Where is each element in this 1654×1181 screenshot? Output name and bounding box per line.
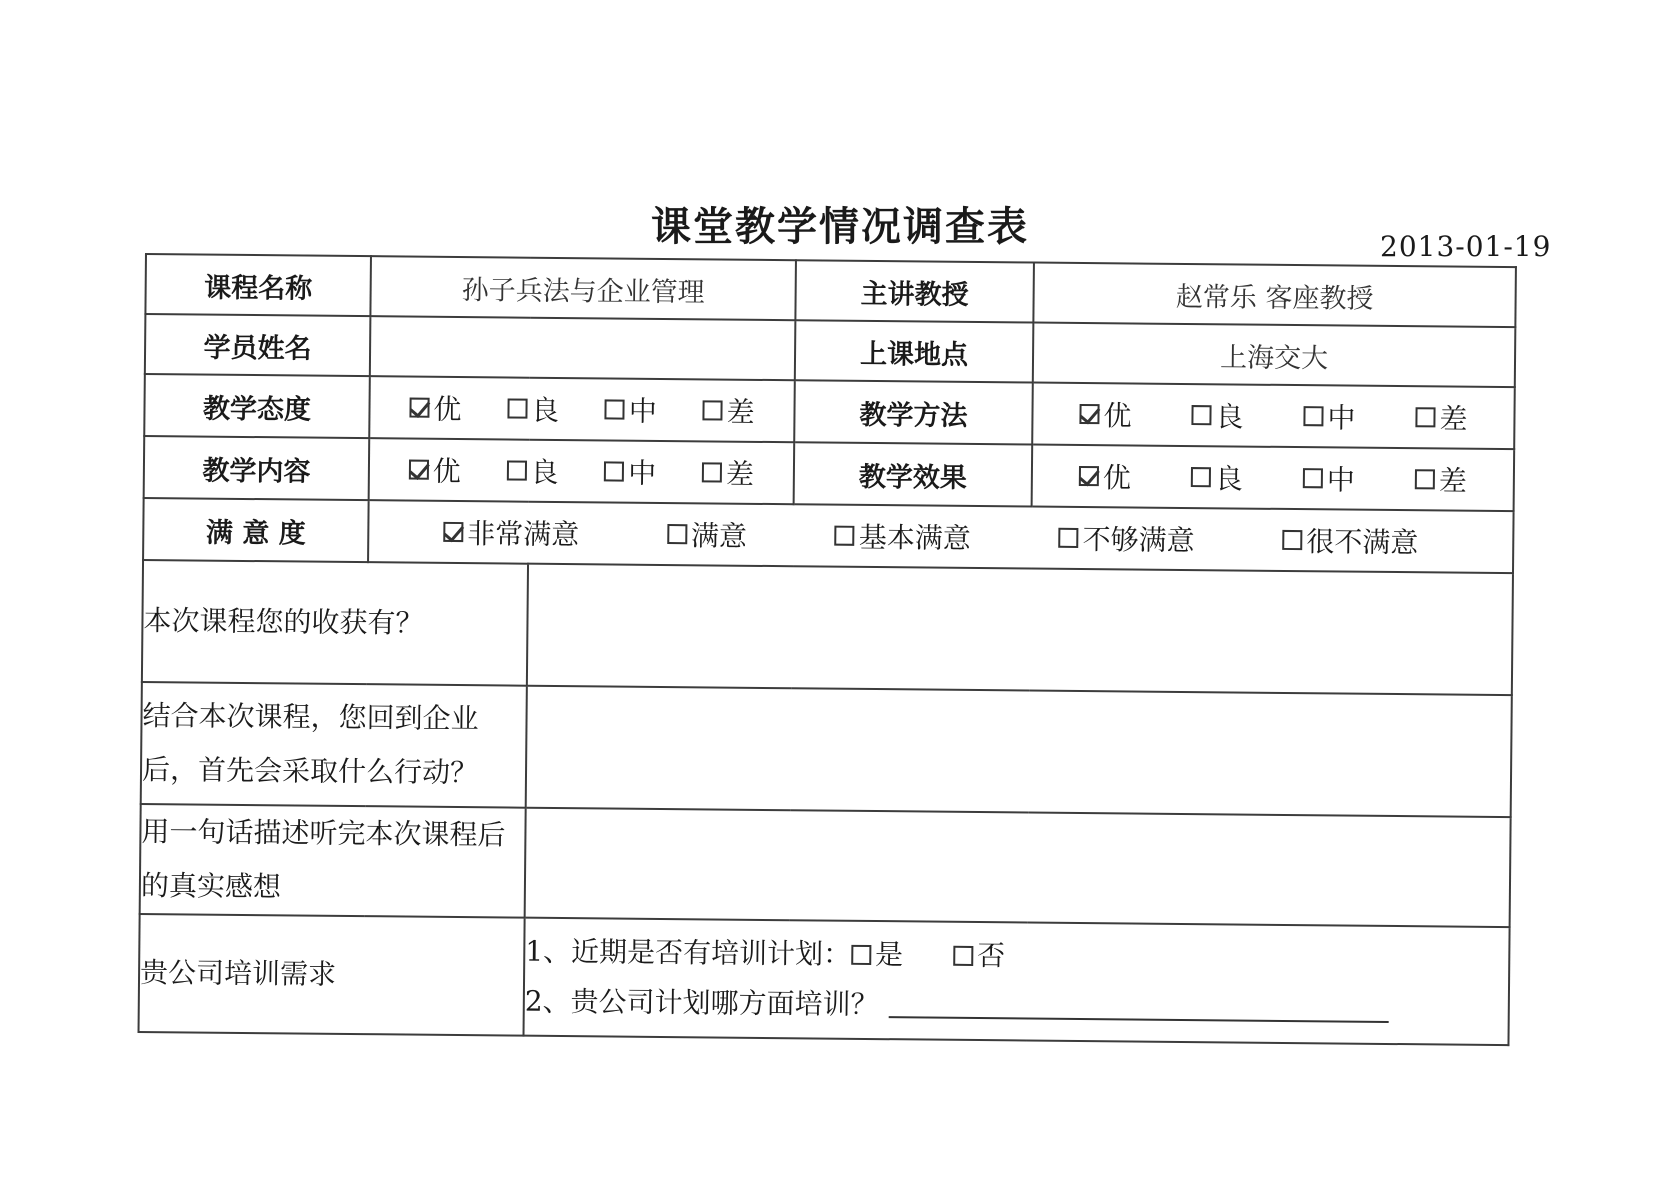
option-poor[interactable] <box>1415 459 1467 499</box>
option-excellent[interactable] <box>1079 394 1131 434</box>
option-excellent[interactable] <box>409 450 461 490</box>
option-label: 不够满意 <box>1082 523 1195 558</box>
student-name-field[interactable] <box>370 316 796 380</box>
option-label: 否 <box>976 939 1006 973</box>
option-label: 是 <box>874 938 904 972</box>
checkbox[interactable] <box>851 945 871 965</box>
option-label: 良 <box>530 455 559 489</box>
training-area-field[interactable] <box>889 992 1389 1023</box>
checkbox[interactable] <box>953 946 973 966</box>
satisfaction-options <box>368 500 1514 573</box>
checkbox-checked[interactable] <box>1079 404 1099 424</box>
question-gains-answer[interactable] <box>527 564 1513 695</box>
training-row <box>139 914 1510 1045</box>
question-feeling-answer[interactable] <box>525 808 1511 927</box>
teaching-attitude-options <box>369 376 795 442</box>
teaching-content-label: 教学内容 <box>144 436 370 500</box>
option-label: 非常满意 <box>467 517 580 552</box>
option-excellent[interactable] <box>409 388 461 428</box>
option-label: 满意 <box>690 519 748 553</box>
course-name-field[interactable]: 孙子兵法与企业管理 <box>370 256 796 320</box>
checkbox[interactable] <box>1303 468 1323 488</box>
lecturer-field[interactable]: 赵常乐 客座教授 <box>1033 263 1516 328</box>
option-good[interactable] <box>506 450 558 490</box>
page-title: 课堂教学情况调查表 <box>651 204 1029 250</box>
option-label: 中 <box>1326 463 1356 497</box>
option-poor[interactable] <box>702 390 754 430</box>
question-action-answer[interactable] <box>526 686 1512 817</box>
location-field[interactable]: 上海交大 <box>1033 323 1516 388</box>
option-label: 差 <box>1438 464 1468 498</box>
question-gains-label: 本次课程您的收获有？ <box>142 560 528 686</box>
option-label: 中 <box>1327 401 1356 435</box>
question-feeling-label: 用一句话描述听完本次课程后的真实感想 <box>140 804 526 918</box>
option-poor[interactable] <box>702 452 754 492</box>
option-label: 良 <box>1214 462 1244 496</box>
checkbox[interactable] <box>1415 469 1435 489</box>
teaching-method-options <box>1032 383 1515 450</box>
checkbox[interactable] <box>605 399 625 419</box>
option-not-satisfied[interactable] <box>1058 518 1194 559</box>
option-good[interactable] <box>507 388 559 428</box>
option-average[interactable] <box>1303 396 1355 436</box>
option-label: 差 <box>1439 402 1468 436</box>
checkbox[interactable] <box>667 524 687 544</box>
question-row-1 <box>142 560 1513 695</box>
checkbox[interactable] <box>703 400 723 420</box>
option-excellent[interactable] <box>1079 456 1131 496</box>
checkbox[interactable] <box>506 460 526 480</box>
option-label: 很不满意 <box>1306 525 1419 560</box>
checkbox[interactable] <box>1191 467 1211 487</box>
option-very-dissatisfied[interactable] <box>1282 520 1418 561</box>
question-row-3 <box>140 804 1511 927</box>
checkbox[interactable] <box>1303 406 1323 426</box>
satisfaction-label: 满 意 度 <box>143 498 369 562</box>
survey-table <box>138 253 1517 1046</box>
course-name-label: 课程名称 <box>145 254 371 316</box>
teaching-content-options <box>369 438 795 504</box>
survey-date: 2013-01-19 <box>1380 230 1552 263</box>
option-label: 优 <box>1103 399 1132 433</box>
survey-form <box>137 253 1515 1088</box>
teaching-method-label: 教学方法 <box>794 380 1033 444</box>
option-poor[interactable] <box>1415 397 1467 437</box>
lecturer-label: 主讲教授 <box>795 260 1034 322</box>
teaching-effect-label: 教学效果 <box>794 442 1033 506</box>
option-average[interactable] <box>605 389 657 429</box>
checkbox[interactable] <box>604 461 624 481</box>
option-label: 优 <box>1102 461 1132 495</box>
option-basically-satisfied[interactable] <box>835 516 971 557</box>
option-yes[interactable] <box>851 930 903 980</box>
teaching-attitude-label: 教学态度 <box>144 374 370 438</box>
option-label: 优 <box>432 454 461 489</box>
training-plan-question: 1、近期是否有培训计划： <box>525 934 852 971</box>
checkbox-checked[interactable] <box>409 398 429 418</box>
training-area-line <box>525 977 1508 1036</box>
option-average[interactable] <box>1303 458 1355 498</box>
question-row-2 <box>141 682 1512 817</box>
checkbox[interactable] <box>702 462 722 482</box>
checkbox[interactable] <box>1191 405 1211 425</box>
option-no[interactable] <box>953 931 1005 981</box>
option-label: 差 <box>725 457 755 491</box>
teaching-effect-options <box>1032 445 1515 512</box>
student-name-label: 学员姓名 <box>145 314 371 376</box>
checkbox-checked[interactable] <box>1079 466 1099 486</box>
option-label: 基本满意 <box>858 520 971 555</box>
question-action-label: 结合本次课程，您回到企业后，首先会采取什么行动？ <box>141 682 527 808</box>
checkbox[interactable] <box>1058 528 1078 548</box>
checkbox-checked[interactable] <box>409 460 429 480</box>
checkbox[interactable] <box>835 526 855 546</box>
checkbox-checked[interactable] <box>443 522 463 542</box>
checkbox[interactable] <box>1415 407 1435 427</box>
option-good[interactable] <box>1191 457 1243 497</box>
option-label: 中 <box>628 456 657 490</box>
location-label: 上课地点 <box>795 320 1034 382</box>
checkbox[interactable] <box>1282 530 1302 550</box>
option-average[interactable] <box>604 451 656 491</box>
option-label: 良 <box>1215 400 1244 434</box>
training-needs-label: 贵公司培训需求 <box>139 914 525 1036</box>
checkbox[interactable] <box>507 398 527 418</box>
training-area-question: 2、贵公司计划哪方面培训？ <box>524 984 879 1022</box>
option-label: 优 <box>433 392 462 427</box>
training-needs-content <box>524 918 1510 1045</box>
option-label: 中 <box>628 394 658 428</box>
option-very-satisfied[interactable] <box>443 512 579 553</box>
option-label: 良 <box>530 393 560 427</box>
option-good[interactable] <box>1191 395 1243 435</box>
option-satisfied[interactable] <box>667 514 747 555</box>
option-label: 差 <box>726 395 755 429</box>
